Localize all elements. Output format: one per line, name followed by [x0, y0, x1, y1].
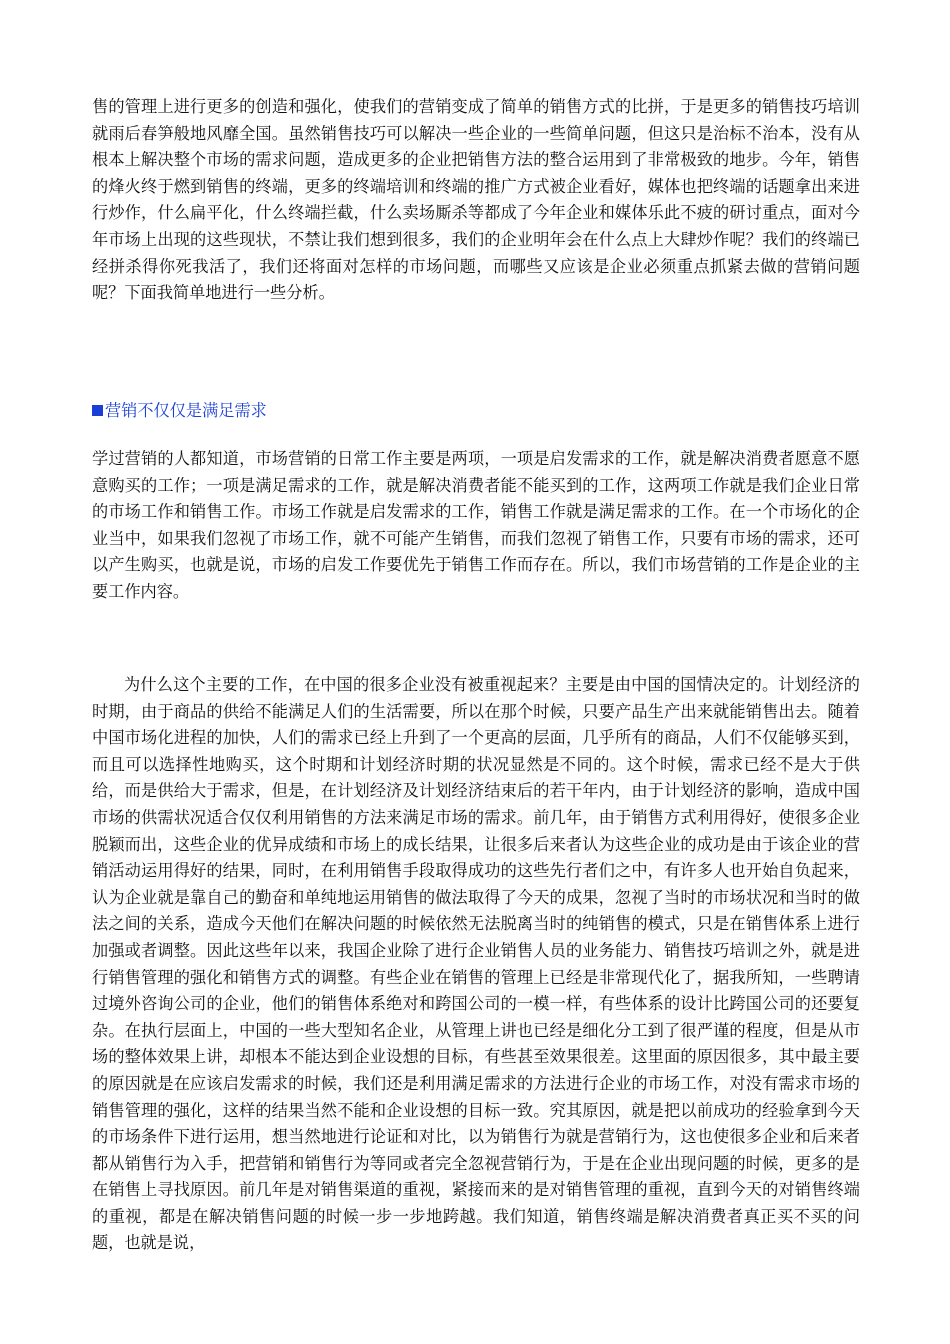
bullet-square-icon [92, 405, 103, 416]
body-paragraph-1: 售的管理上进行更多的创造和强化，使我们的营销变成了简单的销售方式的比拼，于是更多的销售技巧培训就雨后春笋般地风靡全国。虽然销售技巧可以解决一些企业的一些简单问题，但这只是治标不治本，没有从根本上解决整个市场的需求问题，造成更多的企业把销售方法的整合运用到了非常极致的地步。今年，销售的烽火终于燃到销售的终端，更多的终端培训和终端的推广方式被企业看好，媒体也把终端的话题拿出来进行炒作，什么扁平化，什么终端拦截，什么卖场厮杀等都成了今年企业和媒体乐此不疲的研讨重点，面对今年市场上出现的这些现状，不禁让我们想到很多，我们的企业明年会在什么点上大肆炒作呢？我们的终端已经拼杀得你死我活了，我们还将面对怎样的市场问题，而哪些又应该是企业必须重点抓紧去做的营销问题呢？下面我简单地进行一些分析。 [92, 97, 860, 303]
body-paragraph-3: 为什么这个主要的工作，在中国的很多企业没有被重视起来？主要是由中国的国情决定的。计划经济的时期，由于商品的供给不能满足人们的生活需要，所以在那个时候，只要产品生产出来就能销售出去。随着中国市场化进程的加快，人们的需求已经上升到了一个更高的层面，几乎所有的商品，人们不仅能够买到，而且可以选择性地购买，这个时期和计划经济时期的状况显然是不同的。这个时候，需求已经不是大于供给，而是供给大于需求，但是，在计划经济及计划经济结束后的若干年内，由于计划经济的影响，造成中国市场的供需状况适合仅仅利用销售的方法来满足市场的需求。前几年，由于销售方式利用得好，使很多企业脱颖而出，这些企业的优异成绩和市场上的成长结果，让很多后来者认为这些企业的成功是由于该企业的营销活动运用得好的结果，同时，在利用销售手段取得成功的这些先行者们之中，有许多人也开始自负起来，认为企业就是靠自己的勤奋和单纯地运用销售的做法取得了今天的成果，忽视了当时的市场状况和当时的做法之间的关系，造成今天他们在解决问题的时候依然无法脱离当时的纯销售的模式，只是在销售体系上进行加强或者调整。因此这些年以来，我国企业除了进行企业销售人员的业务能力、销售技巧培训之外，就是进行销售管理的强化和销售方式的调整。有些企业在销售的管理上已经是非常现代化了，据我所知，一些聘请过境外咨询公司的企业，他们的销售体系绝对和跨国公司的一模一样，有些体系的设计比跨国公司的还要复杂。在执行层面上，中国的一些大型知名企业，从管理上讲也已经是细化分工到了很严谨的程度，但是从市场的整体效果上讲，却根本不能达到企业设想的目标，有些甚至效果很差。这里面的原因很多，其中最主要的原因就是在应该启发需求的时候，我们还是利用满足需求的方法进行企业的市场工作，对没有需求市场的销售管理的强化，这样的结果当然不能和企业设想的目标一致。究其原因，就是把以前成功的经验拿到今天的市场条件下进行运用，想当然地进行论证和对比，以为销售行为就是营销行为，这也使很多企业和后来者都从销售行为入手，把营销和销售行为等同或者完全忽视营销行为，于是在企业出现问题的时候，更多的是在销售上寻找原因。前几年是对销售渠道的重视，紧接而来的是对销售管理的重视，直到今天的对销售终端的重视，都是在解决销售问题的时候一步一步地跨越。我们知道，销售终端是解决消费者真正买不买的问题，也就是说， [92, 675, 860, 1253]
section-heading [92, 400, 267, 422]
section-heading-text: 营销不仅仅是满足需求 [105, 401, 267, 420]
body-paragraph-2: 学过营销的人都知道，市场营销的日常工作主要是两项，一项是启发需求的工作，就是解决消费者愿意不愿意购买的工作；一项是满足需求的工作，就是解决消费者能不能买到的工作，这两项工作就是我们企业日常的市场工作和销售工作。市场工作就是启发需求的工作，销售工作就是满足需求的工作。在一个市场化的企业当中，如果我们忽视了市场工作，就不可能产生销售，而我们忽视了销售工作，只要有市场的需求，还可以产生购买，也就是说，市场的启发工作要优先于销售工作而存在。所以，我们市场营销的工作是企业的主要工作内容。 [92, 449, 860, 601]
